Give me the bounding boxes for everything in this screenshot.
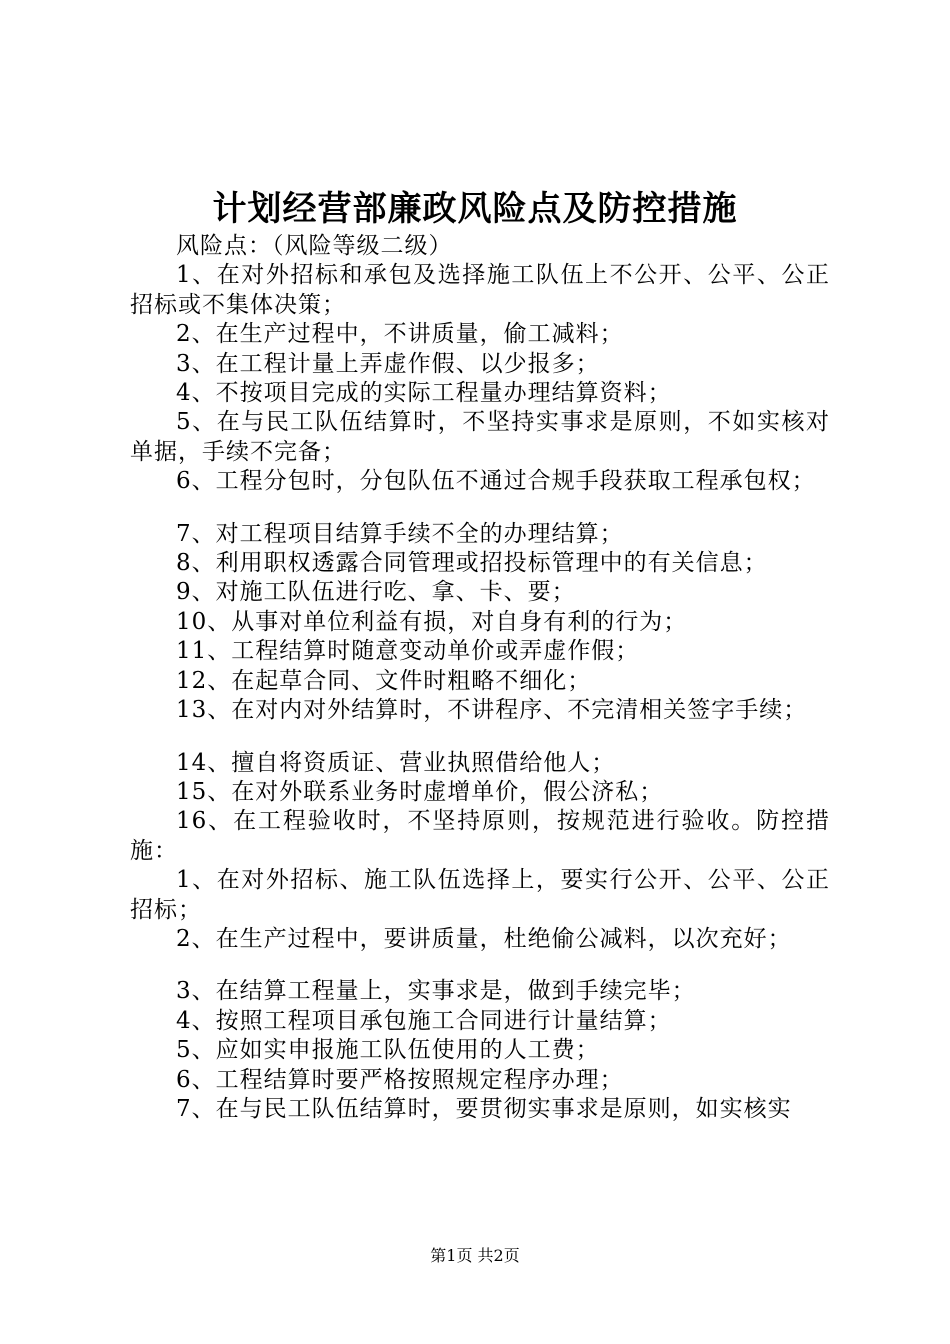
risk-item-6: 6、工程分包时，分包队伍不通过合规手段获取工程承包权； xyxy=(176,468,816,495)
risk-item-12: 12、在起草合同、文件时粗略不细化； xyxy=(176,667,592,694)
measure-item-2: 2、在生产过程中，要讲质量，杜绝偷公减料，以次充好； xyxy=(176,925,792,952)
risk-item-11: 11、工程结算时随意变动单价或弄虚作假； xyxy=(176,638,640,665)
measure-item-7: 7、在与民工队伍结算时，要贯彻实事求是原则，如实核实 xyxy=(176,1095,792,1122)
risk-item-16: 16、在工程验收时，不坚持原则，按规范进行验收。防控措施： xyxy=(130,808,830,864)
risk-item-3: 3、在工程计量上弄虚作假、以少报多； xyxy=(176,350,600,377)
risk-item-7: 7、对工程项目结算手续不全的办理结算； xyxy=(176,520,624,547)
risk-item-2: 2、在生产过程中，不讲质量，偷工减料； xyxy=(176,321,624,348)
document-body xyxy=(130,232,830,1124)
risk-heading: 风险点：（风险等级二级） xyxy=(176,233,453,259)
risk-item-5: 5、在与民工队伍结算时，不坚持实事求是原则，不如实核对单据，手续不完备； xyxy=(130,409,830,465)
risk-item-15: 15、在对外联系业务时虚增单价，假公济私； xyxy=(176,778,664,805)
risk-item-13: 13、在对内对外结算时，不讲程序、不完清相关签字手续； xyxy=(176,697,808,724)
risk-item-8: 8、利用职权透露合同管理或招投标管理中的有关信息； xyxy=(176,550,768,577)
risk-item-4: 4、不按项目完成的实际工程量办理结算资料； xyxy=(176,380,672,407)
measure-item-3: 3、在结算工程量上，实事求是，做到手续完毕； xyxy=(176,978,696,1005)
risk-item-14: 14、擅自将资质证、营业执照借给他人； xyxy=(176,749,616,776)
document-title: 计划经营部廉政风险点及防控措施 xyxy=(212,189,738,229)
risk-item-1: 1、在对外招标和承包及选择施工队伍上不公开、公平、公正招标或不集体决策； xyxy=(130,262,830,318)
measure-item-5: 5、应如实申报施工队伍使用的人工费； xyxy=(176,1037,600,1064)
page-number-footer: 第1页 共2页 xyxy=(430,1246,520,1265)
measure-item-4: 4、按照工程项目承包施工合同进行计量结算； xyxy=(176,1007,672,1034)
risk-item-10: 10、从事对单位利益有损，对自身有利的行为； xyxy=(176,608,688,635)
risk-item-9: 9、对施工队伍进行吃、拿、卡、要； xyxy=(176,579,576,606)
measure-item-6: 6、工程结算时要严格按照规定程序办理； xyxy=(176,1066,624,1093)
measure-item-1: 1、在对外招标、施工队伍选择上，要实行公开、公平、公正招标； xyxy=(130,867,830,923)
